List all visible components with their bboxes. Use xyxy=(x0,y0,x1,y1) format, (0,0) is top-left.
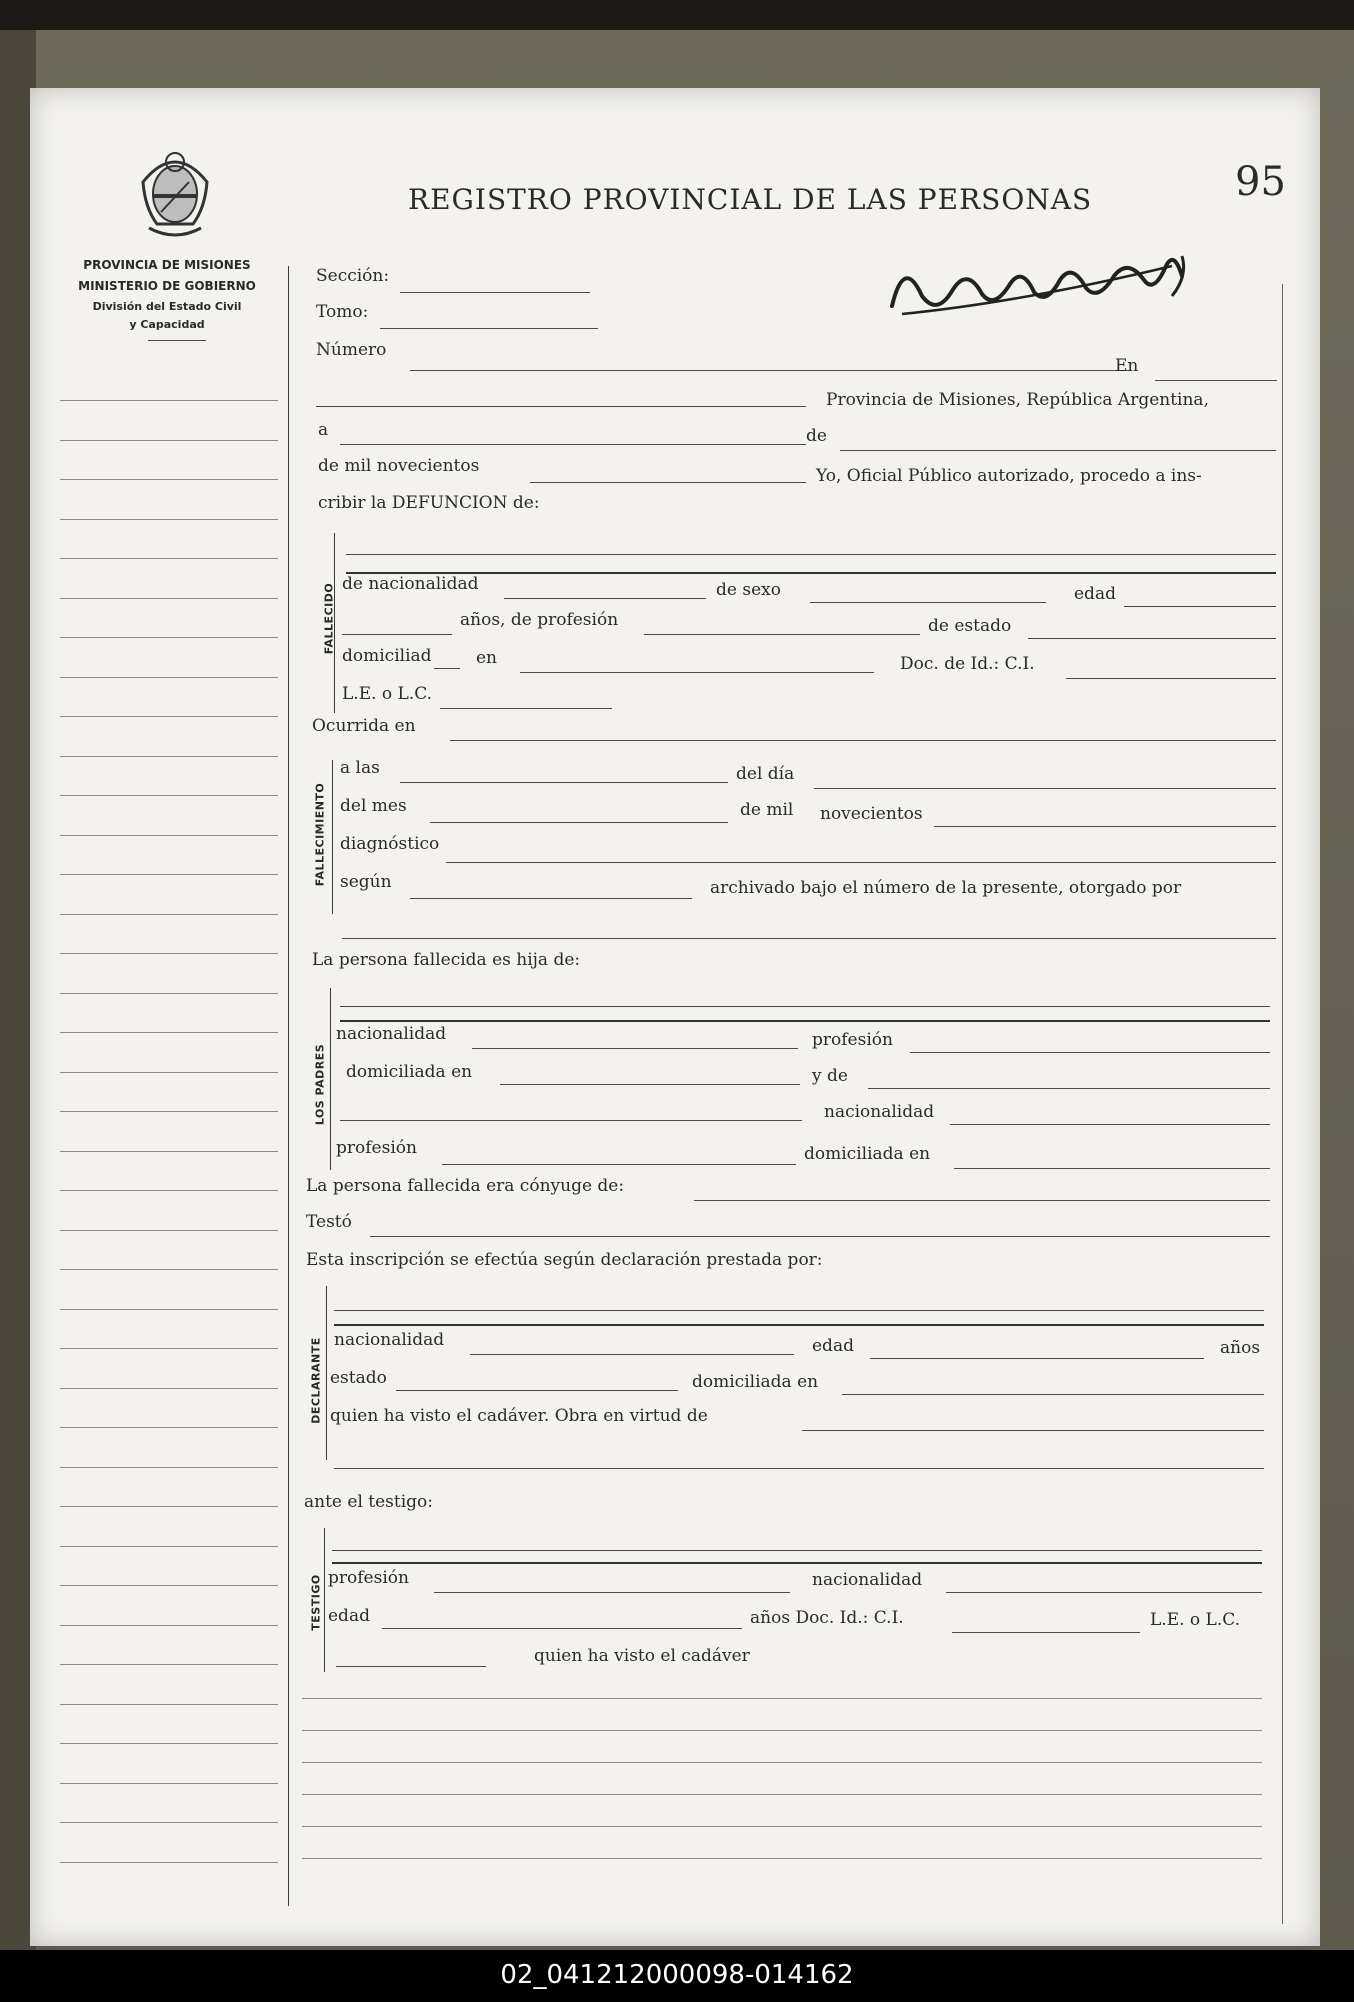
a-field[interactable] xyxy=(340,444,806,445)
en-field[interactable] xyxy=(1155,380,1277,381)
testigo-le-lc-field[interactable] xyxy=(336,1666,486,1667)
fallecimiento-del-mes-field[interactable] xyxy=(430,822,728,823)
margin-line[interactable] xyxy=(60,953,278,954)
padres-side-label: LOS PADRES xyxy=(313,1043,327,1126)
org-line-3: División del Estado Civil xyxy=(92,300,242,313)
padres-father-field[interactable] xyxy=(340,1006,1270,1007)
testigo-le-lc-label: L.E. o L.C. xyxy=(1150,1610,1241,1630)
margin-line[interactable] xyxy=(60,1230,278,1231)
margin-line[interactable] xyxy=(60,1427,278,1428)
declarante-domicilio-field[interactable] xyxy=(842,1394,1264,1395)
notes-line[interactable] xyxy=(302,1858,1262,1859)
margin-line[interactable] xyxy=(60,1072,278,1073)
fallecido-sexo-label: de sexo xyxy=(716,580,781,600)
notes-line[interactable] xyxy=(302,1794,1262,1795)
margin-line[interactable] xyxy=(60,1309,278,1310)
padres-profesion2-field[interactable] xyxy=(442,1164,796,1165)
fallecido-estado-label: de estado xyxy=(928,616,1012,636)
fallecido-domiciliad-label: domiciliad xyxy=(342,646,432,666)
de-field[interactable] xyxy=(840,450,1276,451)
margin-line[interactable] xyxy=(60,1585,278,1586)
org-line-2: MINISTERIO DE GOBIERNO xyxy=(78,279,256,293)
en-label: En xyxy=(1115,356,1139,376)
margin-line[interactable] xyxy=(60,1783,278,1784)
margin-line[interactable] xyxy=(60,914,278,915)
fallecimiento-del-dia-label: del día xyxy=(736,764,795,784)
fallecido-domicilio-field[interactable] xyxy=(520,672,874,673)
testigo-anos-doc-label: años Doc. Id.: C.I. xyxy=(750,1608,904,1628)
fallecido-le-lc-label: L.E. o L.C. xyxy=(342,684,433,704)
testigo-name-field[interactable] xyxy=(332,1550,1262,1551)
testigo-quien-text: quien ha visto el cadáver xyxy=(534,1646,750,1666)
margin-line[interactable] xyxy=(60,1546,278,1547)
margin-line[interactable] xyxy=(60,400,278,401)
place-field[interactable] xyxy=(316,406,806,407)
margin-line[interactable] xyxy=(60,637,278,638)
padres-nacionalidad2-field[interactable] xyxy=(950,1124,1270,1125)
conyuge-field[interactable] xyxy=(694,1200,1270,1201)
seccion-label: Sección: xyxy=(316,266,390,286)
fallecido-en-label: en xyxy=(476,648,498,668)
margin-line[interactable] xyxy=(60,1111,278,1112)
yo-oficial-text: Yo, Oficial Público autorizado, procedo a ins- xyxy=(816,466,1202,486)
margin-line[interactable] xyxy=(60,716,278,717)
footer-filename: 02_041212000098-014162 xyxy=(500,1960,854,1990)
margin-line[interactable] xyxy=(60,1032,278,1033)
declarante-quien-text: quien ha visto el cadáver. Obra en virtud de xyxy=(330,1406,708,1426)
conyuge-label: La persona fallecida era cónyuge de: xyxy=(306,1176,625,1196)
declarante-domiciliada-label: domiciliada en xyxy=(692,1372,819,1392)
margin-line[interactable] xyxy=(60,1190,278,1191)
testo-label: Testó xyxy=(306,1212,352,1232)
padres-domicilio2-field[interactable] xyxy=(954,1168,1270,1169)
fallecimiento-del-dia-field[interactable] xyxy=(814,788,1276,789)
declarante-extra-field[interactable] xyxy=(334,1468,1264,1469)
testigo-profesion-field[interactable] xyxy=(434,1592,790,1593)
notes-line[interactable] xyxy=(302,1762,1262,1763)
declarante-edad-field[interactable] xyxy=(870,1358,1204,1359)
margin-line[interactable] xyxy=(60,1388,278,1389)
padres-nacionalidad2-label: nacionalidad xyxy=(824,1102,935,1122)
fallecimiento-segun-field[interactable] xyxy=(410,898,692,899)
numero-field[interactable] xyxy=(410,370,1130,371)
fallecimiento-diagnostico-field[interactable] xyxy=(446,862,1276,863)
declarante-nacionalidad-field[interactable] xyxy=(470,1354,794,1355)
fallecido-name-rule xyxy=(346,572,1276,574)
padres-mother-field[interactable] xyxy=(868,1088,1270,1089)
page-number: 95 xyxy=(1235,159,1286,205)
padres-nacionalidad-field[interactable] xyxy=(472,1048,798,1049)
margin-line[interactable] xyxy=(60,1625,278,1626)
fallecido-domiciliad-suffix[interactable] xyxy=(434,668,460,669)
fallecido-name-field[interactable] xyxy=(346,554,1276,555)
margin-line[interactable] xyxy=(60,1822,278,1823)
declarante-estado-label: estado xyxy=(330,1368,387,1388)
hija-de-label: La persona fallecida es hija de: xyxy=(312,950,581,970)
padres-y-de-label: y de xyxy=(812,1066,848,1086)
padres-father-rule xyxy=(340,1020,1270,1022)
declarante-name-rule xyxy=(334,1324,1264,1326)
padres-nacionalidad-label: nacionalidad xyxy=(336,1024,447,1044)
de-mil-label: de mil novecientos xyxy=(318,456,480,476)
org-line-4: y Capacidad xyxy=(129,318,205,331)
padres-domiciliada-label: domiciliada en xyxy=(346,1062,473,1082)
fallecido-edad-field[interactable] xyxy=(1124,606,1276,607)
fallecimiento-archivado-text: archivado bajo el número de la presente, otorgado por xyxy=(710,878,1182,898)
testigo-nacionalidad-field[interactable] xyxy=(946,1592,1262,1593)
fallecido-anos-profesion-label: años, de profesión xyxy=(460,610,619,630)
tomo-label: Tomo: xyxy=(316,302,369,322)
margin-line[interactable] xyxy=(60,440,278,441)
testigo-bracket xyxy=(324,1528,325,1672)
fallecimiento-novecientos-label: novecientos xyxy=(820,804,923,824)
ocurrida-field[interactable] xyxy=(450,740,1276,741)
fallecimiento-diagnostico-label: diagnóstico xyxy=(340,834,440,854)
seccion-field[interactable] xyxy=(400,292,590,293)
ocurrida-label: Ocurrida en xyxy=(312,716,416,736)
cribir-text: cribir la DEFUNCION de: xyxy=(318,493,540,513)
testigo-name-rule xyxy=(332,1562,1262,1564)
fallecimiento-bracket xyxy=(332,760,333,914)
org-underline xyxy=(148,340,206,341)
fallecido-doc-label: Doc. de Id.: C.I. xyxy=(900,654,1035,674)
margin-line[interactable] xyxy=(60,479,278,480)
right-border xyxy=(1282,284,1283,1924)
fallecimiento-a-las-field[interactable] xyxy=(400,782,728,783)
left-margin-divider xyxy=(288,266,289,1906)
fallecido-sexo-field[interactable] xyxy=(810,602,1046,603)
testo-field[interactable] xyxy=(370,1236,1270,1237)
margin-line[interactable] xyxy=(60,1506,278,1507)
inscripcion-text: Esta inscripción se efectúa según declaración prestada por: xyxy=(306,1250,823,1270)
margin-line[interactable] xyxy=(60,677,278,678)
margin-line[interactable] xyxy=(60,519,278,520)
padres-profesion-field[interactable] xyxy=(910,1052,1270,1053)
signature xyxy=(882,236,1212,326)
declarante-edad-label: edad xyxy=(812,1336,854,1356)
a-label: a xyxy=(318,420,329,440)
margin-line[interactable] xyxy=(60,1269,278,1270)
fallecido-nacionalidad-label: de nacionalidad xyxy=(342,574,479,594)
fallecido-edad-label: edad xyxy=(1074,584,1116,604)
notes-line[interactable] xyxy=(302,1698,1262,1699)
declarante-side-label: DECLARANTE xyxy=(309,1337,323,1424)
margin-line[interactable] xyxy=(60,1743,278,1744)
fallecido-profesion-field[interactable] xyxy=(644,634,920,635)
testigo-nacionalidad-label: nacionalidad xyxy=(812,1570,923,1590)
numero-label: Número xyxy=(316,340,387,360)
padres-domicilio-field[interactable] xyxy=(500,1084,800,1085)
testigo-edad-field[interactable] xyxy=(382,1628,742,1629)
page-title: REGISTRO PROVINCIAL DE LAS PERSONAS xyxy=(408,183,1093,216)
tomo-field[interactable] xyxy=(380,328,598,329)
fallecido-ci-field[interactable] xyxy=(1066,678,1276,679)
padres-mother-name-field[interactable] xyxy=(340,1120,802,1121)
testigo-profesion-label: profesión xyxy=(328,1568,409,1588)
margin-line[interactable] xyxy=(60,1151,278,1152)
margin-line[interactable] xyxy=(60,993,278,994)
fallecimiento-de-mil-label: de mil xyxy=(740,800,794,820)
margin-line[interactable] xyxy=(60,1704,278,1705)
fallecido-anos-field[interactable] xyxy=(342,634,452,635)
testigo-edad-label: edad xyxy=(328,1606,370,1626)
declarante-bracket xyxy=(326,1286,327,1460)
testigo-ci-field[interactable] xyxy=(952,1632,1140,1633)
margin-line[interactable] xyxy=(60,1862,278,1863)
padres-profesion2-label: profesión xyxy=(336,1138,417,1158)
fallecido-nacionalidad-field[interactable] xyxy=(504,598,706,599)
fallecimiento-segun-label: según xyxy=(340,872,392,892)
margin-line[interactable] xyxy=(60,1348,278,1349)
margin-line[interactable] xyxy=(60,874,278,875)
register-page xyxy=(30,88,1320,1946)
declarante-name-field[interactable] xyxy=(334,1310,1264,1311)
org-line-1: PROVINCIA DE MISIONES xyxy=(83,258,251,272)
margin-line[interactable] xyxy=(60,795,278,796)
fallecimiento-a-las-label: a las xyxy=(340,758,380,778)
margin-line[interactable] xyxy=(60,558,278,559)
declarante-anos-label: años xyxy=(1220,1338,1261,1358)
ante-testigo-label: ante el testigo: xyxy=(304,1492,434,1512)
margin-line[interactable] xyxy=(60,598,278,599)
fallecido-estado-field[interactable] xyxy=(1028,638,1276,639)
margin-line[interactable] xyxy=(60,1664,278,1665)
fallecimiento-side-label: FALLECIMIENTO xyxy=(313,782,327,887)
provincia-text: Provincia de Misiones, República Argentina, xyxy=(826,390,1209,410)
fallecimiento-year-field[interactable] xyxy=(934,826,1276,827)
margin-line[interactable] xyxy=(60,835,278,836)
margin-line[interactable] xyxy=(60,756,278,757)
de-label: de xyxy=(806,426,827,446)
notes-line[interactable] xyxy=(302,1730,1262,1731)
de-mil-field[interactable] xyxy=(530,482,806,483)
testigo-side-label: TESTIGO xyxy=(309,1574,323,1631)
declarante-obra-field[interactable] xyxy=(802,1430,1264,1431)
declarante-nacionalidad-label: nacionalidad xyxy=(334,1330,445,1350)
fallecimiento-otorgado-field[interactable] xyxy=(342,938,1276,939)
coat-of-arms-icon xyxy=(135,142,215,246)
margin-line[interactable] xyxy=(60,1467,278,1468)
fallecido-side-label: FALLECIDO xyxy=(322,582,336,655)
padres-domiciliada2-label: domiciliada en xyxy=(804,1144,931,1164)
declarante-estado-field[interactable] xyxy=(396,1390,678,1391)
fallecido-le-lc-field[interactable] xyxy=(440,708,612,709)
notes-line[interactable] xyxy=(302,1826,1262,1827)
padres-bracket xyxy=(330,988,331,1170)
fallecimiento-del-mes-label: del mes xyxy=(340,796,407,816)
padres-profesion-label: profesión xyxy=(812,1030,893,1050)
